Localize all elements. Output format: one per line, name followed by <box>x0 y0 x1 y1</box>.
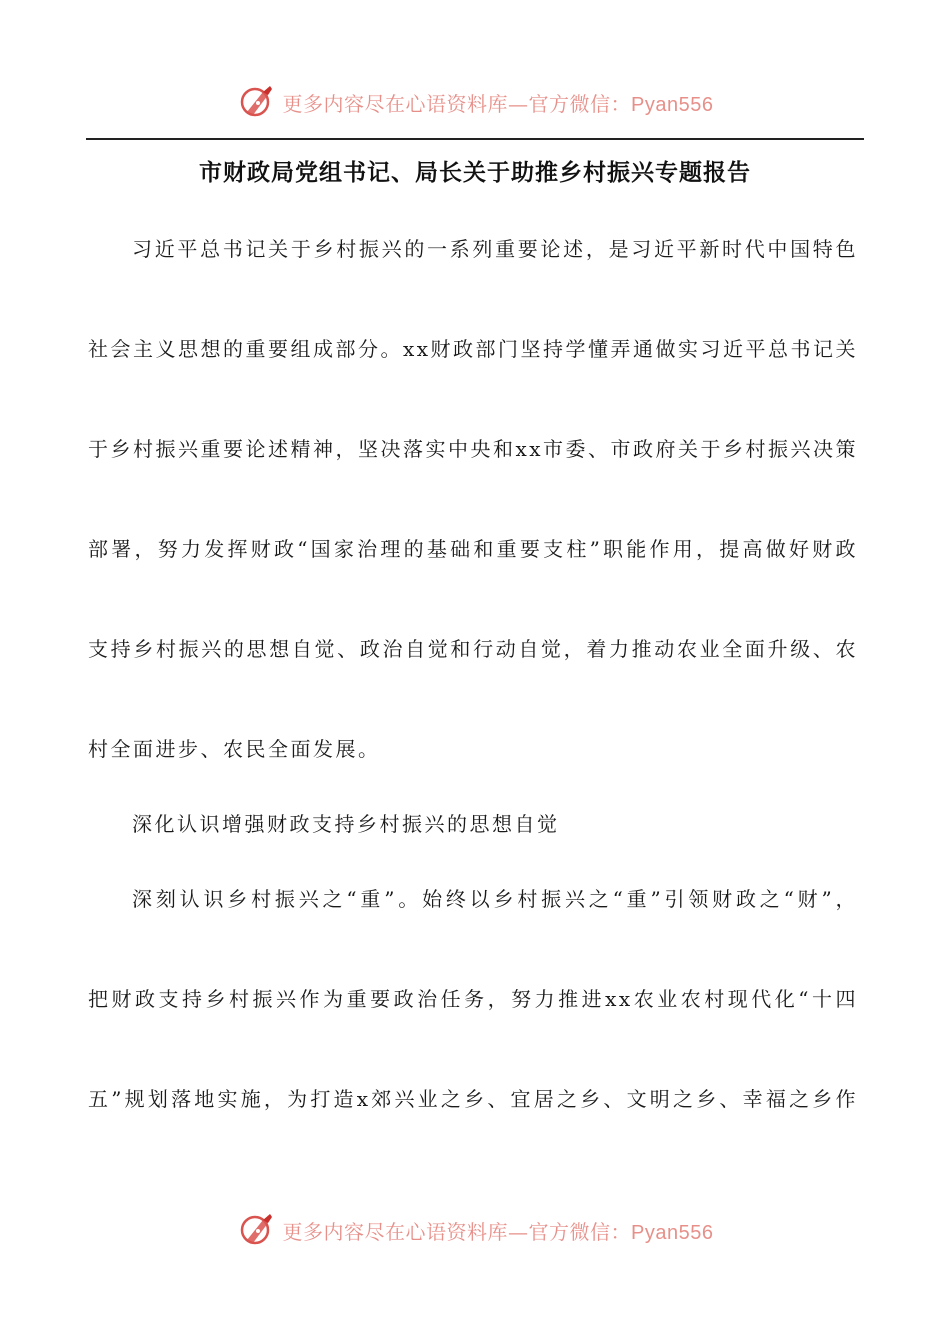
header-banner <box>0 80 950 124</box>
paragraph-3-line-3: 五”规划落地实施，为打造x郊兴业之乡、宜居之乡、文明之乡、幸福之乡作 <box>88 1087 858 1111</box>
paragraph-3-line-1: 深刻认识乡村振兴之“重”。始终以乡村振兴之“重”引领财政之“财”， <box>132 887 858 911</box>
document-title: 市财政局党组书记、局长关于助推乡村振兴专题报告 <box>199 159 751 186</box>
paragraph-3-line-2: 把财政支持乡村振兴作为重要政治任务，努力推进xx农业农村现代化“十四 <box>88 987 858 1011</box>
pen-nib-logo-icon <box>237 1210 277 1250</box>
header-divider <box>86 138 864 140</box>
paragraph-1-line-5: 支持乡村振兴的思想自觉、政治自觉和行动自觉，着力推动农业全面升级、农 <box>88 637 858 661</box>
paragraph-1-line-3: 于乡村振兴重要论述精神，坚决落实中央和xx市委、市政府关于乡村振兴决策 <box>88 437 859 461</box>
wechat-id: Pyan556 <box>631 93 714 116</box>
paragraph-1-line-2: 社会主义思想的重要组成部分。xx财政部门坚持学懂弄通做实习近平总书记关 <box>88 337 859 361</box>
header-banner-text: 更多内容尽在心语资料库—官方微信：Pyan556 <box>282 91 714 116</box>
footer-banner <box>0 1208 950 1252</box>
paragraph-1-line-1: 习近平总书记关于乡村振兴的一系列重要论述，是习近平新时代中国特色 <box>132 237 858 261</box>
section-heading: 深化认识增强财政支持乡村振兴的思想自觉 <box>132 812 560 836</box>
paragraph-1-line-6: 村全面进步、农民全面发展。 <box>88 737 381 761</box>
paragraph-1-line-4: 部署，努力发挥财政“国家治理的基础和重要支柱”职能作用，提高做好财政 <box>88 537 858 561</box>
pen-nib-logo-icon <box>237 82 277 122</box>
wechat-id: Pyan556 <box>631 1221 714 1244</box>
footer-banner-text: 更多内容尽在心语资料库—官方微信：Pyan556 <box>282 1219 714 1244</box>
